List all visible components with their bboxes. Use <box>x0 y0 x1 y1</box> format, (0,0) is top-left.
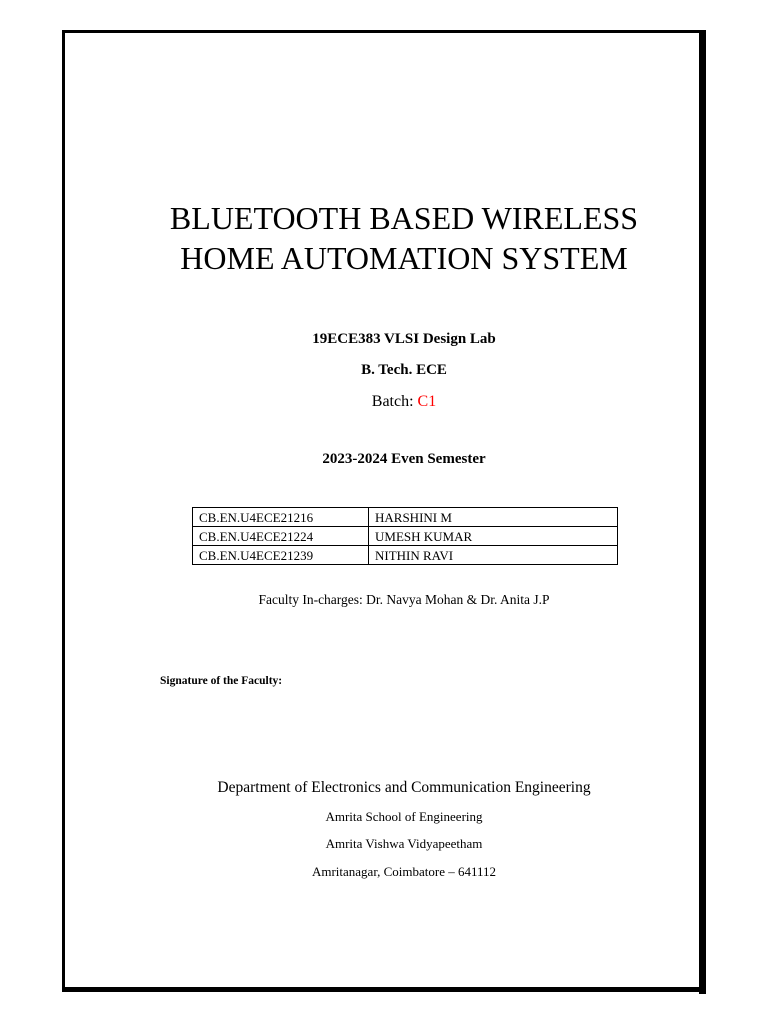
degree-name: B. Tech. ECE <box>361 362 447 378</box>
members-table <box>192 507 618 565</box>
table-row <box>193 508 618 527</box>
semester: 2023-2024 Even Semester <box>322 451 486 467</box>
member-name: NITHIN RAVI <box>369 546 618 565</box>
school-name: Amrita School of Engineering <box>325 809 483 824</box>
member-roll: CB.EN.U4ECE21224 <box>193 527 369 546</box>
member-name: HARSHINI M <box>369 508 618 527</box>
address: Amritanagar, Coimbatore – 641112 <box>311 864 497 879</box>
faculty-in-charges: Faculty In-charges: Dr. Navya Mohan & Dr. Anita J.P <box>258 592 550 607</box>
document-title <box>0 198 768 278</box>
member-roll: CB.EN.U4ECE21216 <box>193 508 369 527</box>
course-name: 19ECE383 VLSI Design Lab <box>312 331 496 347</box>
member-roll: CB.EN.U4ECE21239 <box>193 546 369 565</box>
university-name: Amrita Vishwa Vidyapeetham <box>325 836 483 851</box>
table-row <box>193 546 618 565</box>
member-name: UMESH KUMAR <box>369 527 618 546</box>
batch <box>0 393 768 411</box>
batch-value: C1 <box>417 393 437 410</box>
signature-label: Signature of the Faculty: <box>160 675 283 687</box>
batch-label: Batch: <box>371 393 418 410</box>
department-name: Department of Electronics and Communication Engineering <box>217 779 591 796</box>
title-line-1: BLUETOOTH BASED WIRELESS <box>169 200 639 236</box>
title-line-2: HOME AUTOMATION SYSTEM <box>180 240 628 276</box>
table-row <box>193 527 618 546</box>
